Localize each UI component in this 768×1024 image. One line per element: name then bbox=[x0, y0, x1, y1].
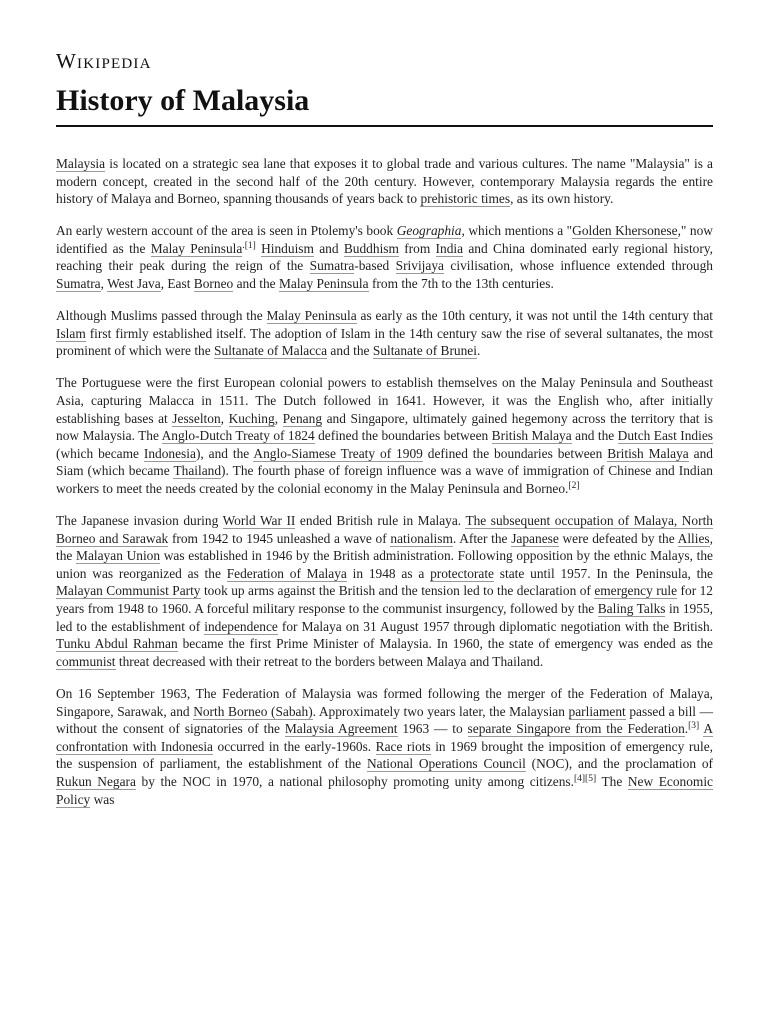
paragraph-text: in 1955, led to the establishment of bbox=[56, 601, 713, 634]
article-link[interactable]: Malaysia bbox=[56, 156, 106, 171]
article-link[interactable]: New Economic Policy bbox=[56, 773, 714, 807]
article-link[interactable]: Sumatra bbox=[56, 276, 101, 292]
paragraph-text: state until 1957. In the Peninsula, the bbox=[494, 565, 714, 581]
paragraph-text: , bbox=[274, 410, 283, 426]
paragraph-text: An early western account of the area is seen in Ptolemy's book bbox=[56, 223, 397, 239]
article-body bbox=[56, 155, 713, 823]
paragraph bbox=[56, 307, 713, 360]
article-link[interactable]: Race riots bbox=[375, 738, 431, 754]
paragraph-text: was established in 1946 by the British administration. Following opposition by the ethnic Malays, the union was reorganized as the bbox=[56, 548, 713, 581]
paragraph-text: ), and the bbox=[195, 445, 254, 461]
paragraph bbox=[56, 222, 713, 292]
reference-link[interactable]: .[1] bbox=[242, 240, 256, 251]
article-link[interactable]: Japanese bbox=[511, 530, 559, 546]
article-link[interactable]: Indonesia bbox=[143, 445, 196, 461]
paragraph-text: occurred in the early-1960s. bbox=[213, 738, 376, 754]
article-link[interactable]: Malay Peninsula bbox=[150, 240, 243, 256]
article-link[interactable]: Rukun Negara bbox=[56, 773, 136, 789]
paragraph-text: On 16 September 1963, The Federation of Malaysia was formed following the merger of the Federation of Malaya, Singapore, Sarawak, and bbox=[56, 685, 713, 719]
article-link[interactable]: Hinduism bbox=[261, 240, 314, 256]
paragraph-text: (NOC), and the proclamation of bbox=[525, 756, 713, 772]
paragraph bbox=[56, 155, 713, 208]
article-link[interactable]: prehistoric times bbox=[420, 191, 511, 207]
article-link[interactable]: separate Singapore from the Federation bbox=[467, 721, 685, 737]
article-link[interactable]: National Operations Council bbox=[366, 756, 526, 772]
paragraph-text: from 1942 to 1945 unleashed a wave of bbox=[168, 530, 391, 546]
article-link[interactable]: Malayan Union bbox=[76, 548, 161, 564]
article-link[interactable]: Thailand bbox=[173, 463, 222, 479]
paragraph-text: , as its own history. bbox=[510, 191, 614, 207]
page-title: History of Malaysia bbox=[56, 84, 310, 117]
article-link[interactable]: Federation of Malaya bbox=[226, 565, 347, 581]
paragraph-text: were defeated by the bbox=[558, 530, 678, 546]
paragraph-text: is located on a strategic sea lane that exposes it to global trade and various cultures. The name "Malaysia" is a modern concept, created in the second half of the 20th century. However, contemporary Malaysia regards the entire history of Malaya and Borneo, spanning thousands of years back to bbox=[56, 156, 713, 207]
paragraph-text: 1963 — to bbox=[397, 721, 468, 737]
article-link[interactable]: The subsequent occupation of Malaya, North Borneo and Sarawak bbox=[56, 513, 713, 546]
article-link[interactable]: Allies bbox=[677, 530, 710, 546]
paragraph-text: took up arms against the British and the tension led to the declaration of bbox=[200, 583, 595, 599]
paragraph-text: first firmly established itself. The adoption of Islam in the 14th century saw the rise of several sultanates, the most prominent of which were the bbox=[56, 325, 713, 359]
article-link[interactable]: West Java bbox=[107, 276, 161, 292]
paragraph-text: in 1969 brought the imposition of emergency rule, the suspension of parliament, the establishment of the bbox=[56, 738, 713, 772]
article-link[interactable]: World War II bbox=[222, 513, 296, 529]
paragraph-text: . bbox=[476, 343, 481, 359]
article-link[interactable]: Jesselton bbox=[172, 410, 221, 426]
title-divider bbox=[56, 125, 713, 127]
paragraph-text: threat decreased with their retreat to the borders between Malaya and Thailand. bbox=[115, 653, 544, 669]
paragraph-text: ended British rule in Malaya. bbox=[295, 513, 466, 529]
article-link[interactable]: Dutch East Indies bbox=[617, 428, 713, 444]
paragraph bbox=[56, 685, 713, 808]
paragraph-text: , bbox=[220, 410, 229, 426]
paragraph-text: -based bbox=[354, 258, 396, 274]
paragraph-text: Although Muslims passed through the bbox=[56, 308, 267, 324]
article-link[interactable]: independence bbox=[204, 618, 278, 634]
reference-superscript bbox=[242, 241, 255, 251]
article-link[interactable]: parliament bbox=[568, 703, 626, 719]
paragraph-text: ," now identified as the bbox=[56, 223, 713, 256]
article-link[interactable]: British Malaya bbox=[491, 428, 572, 444]
reference-superscript bbox=[688, 721, 699, 731]
paragraph bbox=[56, 374, 713, 497]
paragraph-text: was bbox=[90, 791, 115, 807]
paragraph-text: and the bbox=[233, 276, 279, 292]
paragraph-text: became the first Prime Minister of Malaysia. In 1960, the state of emergency was ended as the bbox=[177, 636, 714, 652]
article-link[interactable]: North Borneo (Sabah) bbox=[193, 703, 313, 719]
article-link[interactable]: Sumatra bbox=[309, 258, 355, 274]
article-link[interactable]: Sultanate of Malacca bbox=[214, 343, 328, 359]
paragraph-text: The bbox=[596, 773, 628, 789]
paragraph-text: and bbox=[313, 240, 344, 256]
paragraph-text: from bbox=[398, 240, 436, 256]
paragraph-text: The Portuguese were the first European colonial powers to establish themselves on the Malay Peninsula and Southeast Asia, capturing Malacca in 1511. The Dutch followed in 1641. However, it was the English who, after initially establishing bases at bbox=[56, 375, 713, 426]
article-link[interactable]: Malayan Communist Party bbox=[56, 583, 201, 599]
paragraph-text: for Malaya on 31 August 1957 through diplomatic negotiation with the British. bbox=[277, 618, 713, 634]
paragraph-text: passed a bill — without the consent of signatories of the bbox=[56, 703, 714, 737]
paragraph-text: , bbox=[100, 276, 108, 292]
article-link[interactable]: Tunku Abdul Rahman bbox=[56, 636, 178, 652]
paragraph-text: defined the boundaries between bbox=[314, 428, 492, 444]
article-link[interactable]: Geographia bbox=[396, 223, 462, 239]
reference-link[interactable]: [3] bbox=[688, 721, 700, 732]
article-link[interactable]: protectorate bbox=[430, 565, 495, 581]
article-link[interactable]: Penang bbox=[282, 410, 323, 426]
paragraph-text: . Approximately two years later, the Malaysian bbox=[312, 703, 569, 719]
paragraph-text: in 1948 as a bbox=[346, 565, 431, 581]
paragraph-text: ). The fourth phase of foreign influence was a wave of immigration of Chinese and Indian workers to meet the needs created by the colonial economy in the Malay Peninsula and Borneo. bbox=[56, 463, 713, 496]
paragraph-text: as early as the 10th century, it was not until the 14th century that bbox=[356, 308, 713, 324]
paragraph-text: defined the boundaries between bbox=[422, 445, 608, 461]
reference-link[interactable]: [2] bbox=[568, 481, 580, 491]
article-link[interactable]: Anglo-Siamese Treaty of 1909 bbox=[253, 445, 423, 461]
article-link[interactable]: Buddhism bbox=[343, 240, 399, 256]
paragraph-text: . After the bbox=[452, 530, 512, 546]
article-link[interactable]: Kuching bbox=[228, 410, 275, 426]
article-link[interactable]: communist bbox=[56, 653, 116, 669]
reference-superscript bbox=[574, 774, 596, 784]
article-link[interactable]: Malay Peninsula bbox=[266, 308, 357, 324]
article-link[interactable]: Sultanate of Brunei bbox=[372, 343, 477, 359]
paragraph-text: , which mentions a " bbox=[461, 223, 573, 239]
article-link[interactable]: India bbox=[435, 240, 464, 256]
paragraph-text: . bbox=[684, 721, 689, 737]
paragraph-text: civilisation, whose influence extended through bbox=[444, 258, 713, 274]
reference-superscript bbox=[568, 481, 579, 491]
paragraph-text: and the bbox=[571, 428, 618, 444]
paragraph bbox=[56, 512, 713, 670]
article-link[interactable]: Malay Peninsula bbox=[278, 276, 369, 292]
article-link[interactable]: Malaysia Agreement bbox=[284, 721, 398, 737]
article-link[interactable]: A confrontation with Indonesia bbox=[56, 721, 713, 754]
article-link[interactable]: nationalism bbox=[390, 530, 453, 546]
article-link[interactable]: British Malaya bbox=[607, 445, 689, 461]
paragraph-text: (which became bbox=[56, 445, 144, 461]
paragraph-text: and the bbox=[327, 343, 373, 359]
wikipedia-logo[interactable]: Wikipedia bbox=[56, 49, 152, 73]
paragraph-text: and China dominated early regional history, reaching their peak during the reign of the bbox=[56, 240, 714, 274]
paragraph-text: by the NOC in 1970, a national philosophy promoting unity among citizens. bbox=[135, 773, 574, 789]
reference-link[interactable]: [4][5] bbox=[573, 773, 597, 784]
paragraph-text: and Singapore, ultimately gained hegemony across the territory that is now Malaysia. The bbox=[56, 410, 713, 444]
paragraph-text: , the bbox=[56, 530, 714, 564]
paragraph-text: The Japanese invasion during bbox=[56, 513, 223, 529]
article-link[interactable]: Baling Talks bbox=[597, 601, 666, 617]
paragraph-text: for 12 years from 1948 to 1960. A forceful military response to the communist insurgency, followed by the bbox=[56, 583, 713, 617]
article-link[interactable]: Srivijaya bbox=[395, 258, 444, 274]
article-link[interactable]: emergency rule bbox=[594, 583, 678, 599]
paragraph-text: from the 7th to the 13th centuries. bbox=[368, 276, 554, 292]
article-link[interactable]: Islam bbox=[56, 325, 86, 341]
paragraph-text: and Siam (which became bbox=[56, 445, 713, 479]
paragraph-text: , East bbox=[160, 276, 194, 292]
article-link[interactable]: Borneo bbox=[193, 276, 234, 292]
article-link[interactable]: Golden Khersonese bbox=[572, 223, 678, 239]
article-link[interactable]: Anglo-Dutch Treaty of 1824 bbox=[161, 428, 315, 444]
